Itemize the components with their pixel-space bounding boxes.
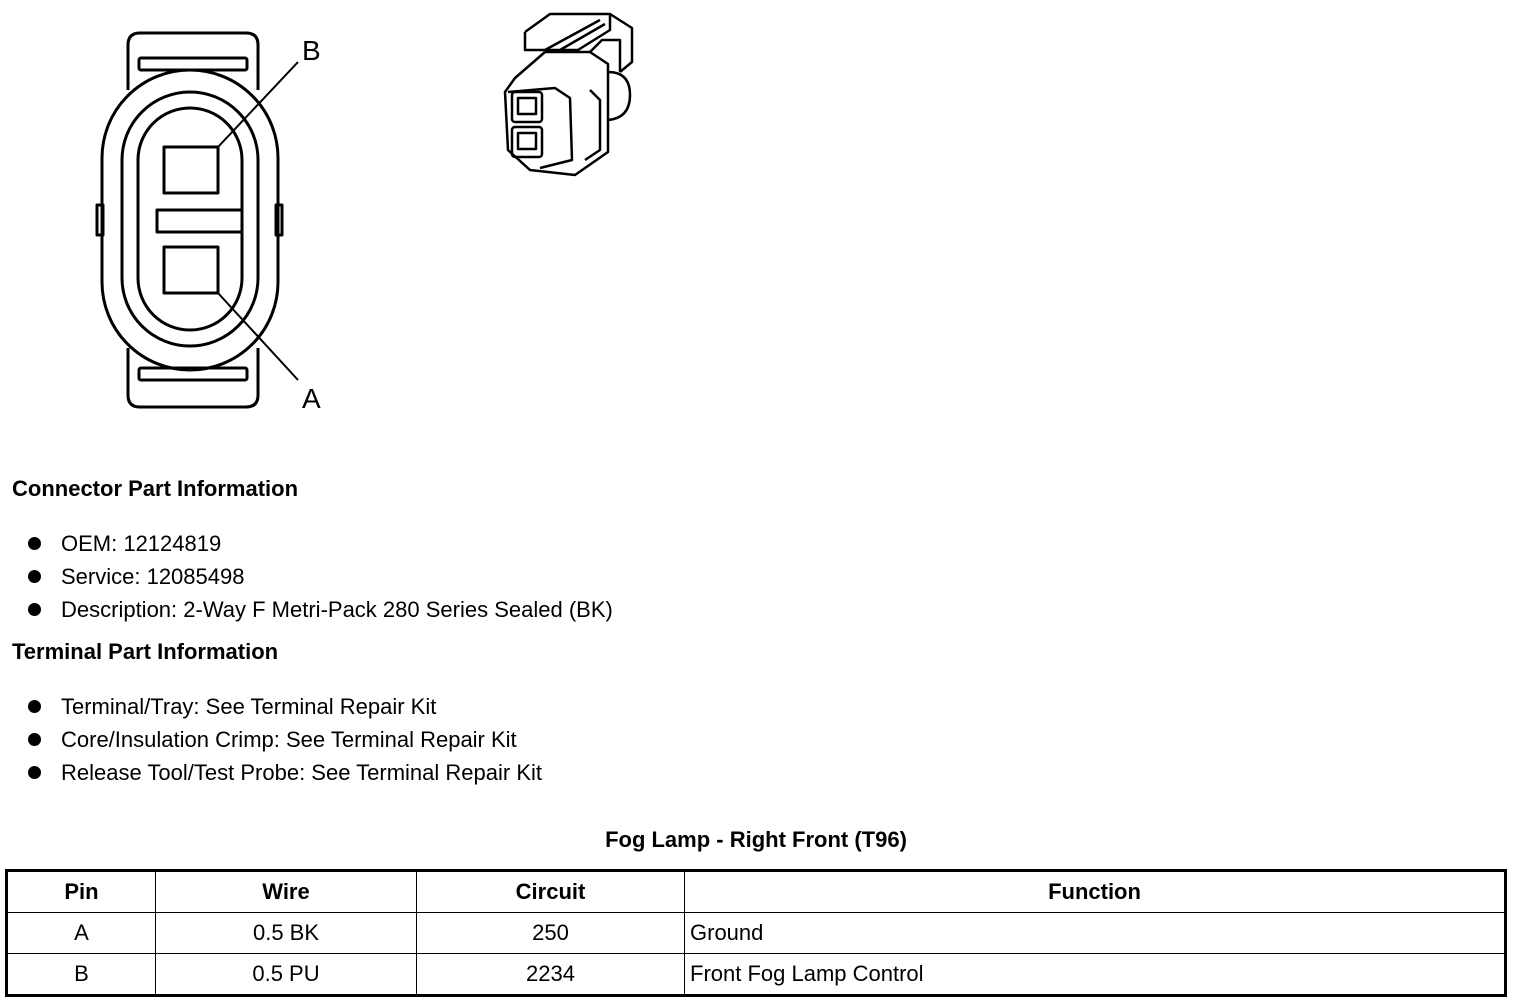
cell-function: Front Fog Lamp Control — [685, 954, 1506, 996]
header-pin: Pin — [7, 871, 156, 913]
table-row — [7, 913, 1506, 954]
connector-diagram — [0, 0, 700, 440]
connector-part-list — [28, 527, 613, 626]
cell-wire: 0.5 BK — [156, 913, 417, 954]
table-row — [7, 954, 1506, 996]
terminal-part-list — [28, 690, 542, 789]
connector-face-view — [97, 33, 298, 407]
header-wire: Wire — [156, 871, 417, 913]
bullet-icon — [28, 537, 41, 550]
bullet-icon — [28, 766, 41, 779]
connector-isometric-view — [505, 14, 632, 175]
header-circuit: Circuit — [417, 871, 685, 913]
list-item: Description: 2-Way F Metri-Pack 280 Series Sealed (BK) — [28, 593, 613, 626]
cell-circuit: 250 — [417, 913, 685, 954]
list-item: Terminal/Tray: See Terminal Repair Kit — [28, 690, 542, 723]
list-item: Release Tool/Test Probe: See Terminal Repair Kit — [28, 756, 542, 789]
list-item: Core/Insulation Crimp: See Terminal Repair Kit — [28, 723, 542, 756]
bullet-icon — [28, 570, 41, 583]
pinout-table — [5, 869, 1507, 997]
bullet-icon — [28, 733, 41, 746]
pin-label-a: A — [302, 383, 321, 414]
bullet-icon — [28, 700, 41, 713]
table-title: Fog Lamp - Right Front (T96) — [605, 827, 907, 852]
pin-label-b: B — [302, 35, 321, 66]
bullet-icon — [28, 603, 41, 616]
cell-function: Ground — [685, 913, 1506, 954]
table-header-row — [7, 871, 1506, 913]
connector-part-heading: Connector Part Information — [12, 476, 299, 501]
list-item: OEM: 12124819 — [28, 527, 613, 560]
header-function: Function — [685, 871, 1506, 913]
list-item: Service: 12085498 — [28, 560, 613, 593]
cell-pin: A — [7, 913, 156, 954]
terminal-part-heading: Terminal Part Information — [12, 639, 279, 664]
cell-circuit: 2234 — [417, 954, 685, 996]
cell-pin: B — [7, 954, 156, 996]
cell-wire: 0.5 PU — [156, 954, 417, 996]
